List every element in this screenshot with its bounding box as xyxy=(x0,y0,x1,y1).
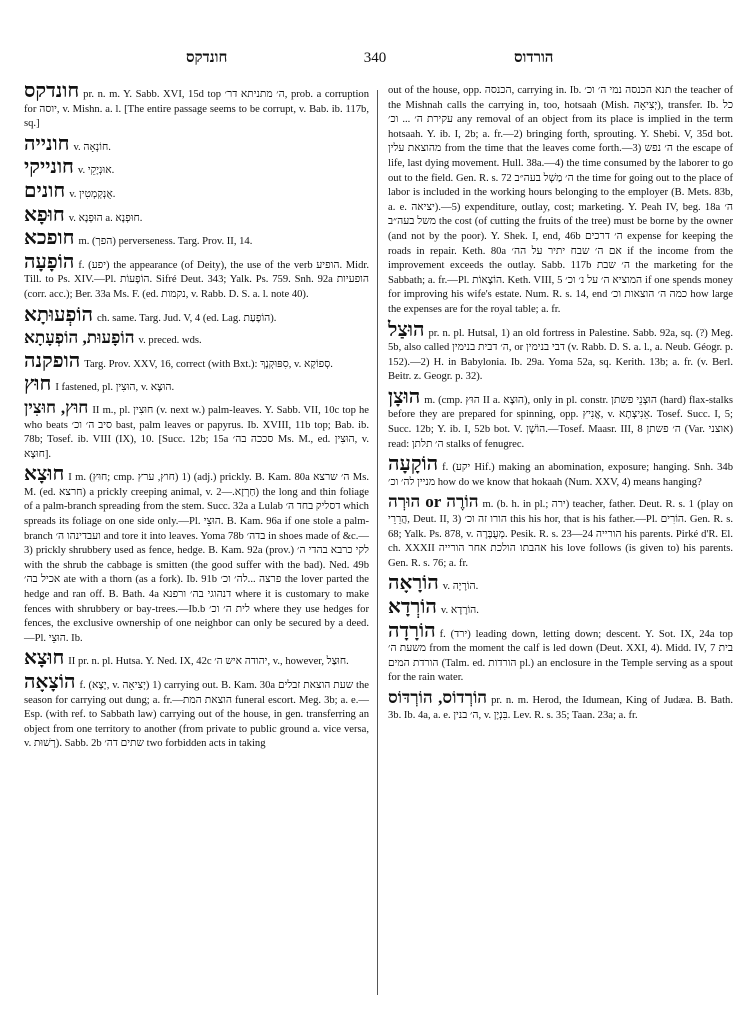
entry-definition: ch. same. Targ. Jud. V, 4 (ed. Lag. הוֹפָעַת). xyxy=(96,312,277,324)
entry-definition: pr. n. m. Herod, the Idumean, King of Judæa. B. Bath. 3b. Ib. 4a, a. e. ה׳ בנין, v. בִּנְיָן. Lev. R. s. 35; Taan. 23a; a. fr. xyxy=(388,694,733,721)
entry-definition: I m. (חוּץ; cmp. חוץ, ערץ) 1) (adj.) prickly. B. Kam. 80a ה׳ שרצא Ms. M. (ed. חרצא) a prickly creeping animal, v. חַרְזָא.—2) the long and thin foliage of a palm-branch spreading from the stem. Succ. 32a a Lulab דסליק בחד ה׳ which spreads its foliage on one side only.—Pl. הוּצֵי. B. Kam. 96a if one stole a palm-branch ועבדינהו ה׳ and tore it into leaves. Yoma 78b בדה׳ in shoes made of &c.—3) prickly shrubbery used as fence, hedge. B. Kam. 92a (prov.) לקי כרבא בהדי ה׳ with the shrub the cabbage is smitten (the good suffer with the bad). Ned. 49b אכיל בה׳ ate with a thorn (as a fork). Ib. 91b פרצה ...לה׳ וכ׳ the lover parted the hedge and ran off. B. Bath. 4a דנהוגי בה׳ ורפנא where it is customary to make fences with shrubbery or bay-trees.—Ib.b לית ה׳ וכ׳ where they use hedges for fences, the exclusive ownership of one neighbor can only be secured by a deed.—Pl. הוּצֵי. Ib. xyxy=(24,472,369,644)
entry-headword: הוֹפָעוּת, הוֹפְעָתָא xyxy=(24,328,135,348)
header-left-word: חונדקס xyxy=(186,50,228,66)
entry-headword: חונייקי xyxy=(24,156,74,179)
entry-headword: חוּצָא xyxy=(24,647,65,670)
entry-headword: הוֹרָדָה xyxy=(388,619,436,642)
dictionary-entry xyxy=(388,385,734,452)
column-divider xyxy=(377,90,378,995)
entry-headword: חוּץ xyxy=(24,373,52,396)
entry-definition: f. (יפע) the appearance (of Deity), the use of the verb הופיע. Midr. Till. to Ps. XIV.—Pl. הוֹפָעוֹת. Sifré Deut. 343; Yalk. Ps. 759. Snh. 92a הופעיות (corr. acc.); Ber. 33a Ms. F. (ed. נקמות, v. Rabb. D. S. a. l. note 40). xyxy=(24,259,369,300)
dictionary-entry xyxy=(388,572,733,595)
entry-definition: v. אוּנְיָקֵי. xyxy=(77,165,115,177)
left-column xyxy=(24,80,370,757)
entry-definition: v. preced. wds. xyxy=(138,335,202,347)
entry-headword: הוֹקָעָה xyxy=(388,453,439,476)
dictionary-entry xyxy=(388,596,733,619)
right-column xyxy=(388,84,733,728)
entry-headword: הוּצַל xyxy=(388,318,425,341)
entry-headword: הופקנה xyxy=(24,349,81,372)
dictionary-entry xyxy=(24,647,369,670)
entry-definition: f. (יָצָא, v. יְצִיאָה) 1) carrying out. B. Kam. 30a שעת הוצאת זבלים the season for carrying out dung; a. fr.—הוצאת המת funeral escort. Meg. 3b; a. e.—Esp. (with ref. to Sabbath law) carrying out of the house, in gen. transferring an object from one territory to another (from private to public ground a. vice versa, v. רְשׁוּת). Sabb. 2b שתים דה׳ two forbidden acts in taking xyxy=(24,680,370,750)
entry-definition: pr. n. pl. Hutsal, 1) an old fortress in Palestine. Sabb. 92a, sq. (?) Meg. 5b, also called ה׳ דבית בנימין, or דבי בנימין (v. Rabb. D. S. a. l., a. Neub. Géogr. p. 152).—2) H. in Babylonia. Ib. 29a. Yoma 52a, sq. Kerith. 13b; a. fr. (v. Berl. Beitr. z. Geogr. p. 32). xyxy=(388,327,733,383)
dictionary-entry xyxy=(24,156,369,179)
entry-headword: חופכא xyxy=(24,227,75,250)
dictionary-entry xyxy=(24,179,369,203)
entry-headword: הוֹפְעוּתָא xyxy=(24,303,93,326)
entry-definition: m. (b. h. in pl.; ירה) teacher, father. Deut. R. s. 1 (play on הֲרֵרֵי, Deut. II, 3) הורו זה וכ׳ this his hor, that is his father.—Pl. הוֹרִים. Gen. R. s. 68; Yalk. Ps. 878, v. מְעֻבָּרָה. Pesik. R. s. 23—24 הורייה his parents. Pirké d'R. El. ch. XXXII אהבתו הולכת אחר הורייה his love follows (is given to) his parents. Gen. R. s. 76; a. fr. xyxy=(388,499,734,569)
dictionary-entry xyxy=(24,227,369,250)
entry-headword: הוֹרָאָה xyxy=(388,572,439,595)
dictionary-entry xyxy=(388,84,733,318)
entry-headword: חוּצָא xyxy=(24,463,65,486)
entry-headword: חונים xyxy=(24,179,66,202)
entry-definition: v. הוֹרָדָא. xyxy=(440,605,479,616)
dictionary-entry xyxy=(24,463,369,646)
entry-definition: f. (יקע Hif.) making an abomination, exposure; hanging. Snh. 34b מניין לה׳ וכ׳ how do we know that hokaah (Num. XXV, 4) means hanging? xyxy=(388,462,734,488)
entry-definition: II pr. n. pl. Hutsa. Y. Ned. IX, 42c יהודה איש ה׳, v., however, חוּצַל. xyxy=(68,656,349,668)
entry-definition: f. (ירד) leading down, letting down; descent. Y. Sot. IX, 24a top משעת ה׳ from the moment the calf is led down (Deut. XXI, 4). Midd. IV, 7 בית הורדת המים (Talm. ed. הורדות pl.) an enclosure in the Temple serving as a spout for the rain water. xyxy=(388,628,733,684)
entry-headword: הוֹפָעָה xyxy=(24,250,75,273)
entry-definition: m. (הפך) perverseness. Targ. Prov. II, 14. xyxy=(78,236,253,248)
entry-definition: v. הוֹרָיָה. xyxy=(442,581,479,593)
entry-headword: הוֹרֶה or הוּרְה xyxy=(388,492,479,512)
dictionary-entry xyxy=(388,492,734,571)
page-number: 340 xyxy=(363,50,387,66)
dictionary-entry xyxy=(24,303,369,327)
entry-headword: הוֹצָאָה xyxy=(24,671,76,693)
entry-definition: Targ. Prov. XXV, 16, correct (with Bxt.): סִפּוּקְנָךְ, v. סְפוֹקָא. xyxy=(84,358,333,370)
dictionary-entry xyxy=(24,328,369,349)
dictionary-entry xyxy=(388,318,733,385)
entry-headword: חוּפָא xyxy=(24,203,65,226)
entry-definition: out of the house, opp. הכנסה, carrying in. Ib. תנא הכנסה נמי ה׳ וכ׳ the teacher of the Mishnah calls the carrying in, too, hotsaah (Mish. יְצִיאָה), transfer. Ib. כל עקירת ה׳ ... וכ׳ any removal of an object from its place is implied in the term hotsaah. Y. ib. I, 2b; a. fr.—2) bringing forth, sprouting. Y. Shebi. V, 35d bot. מהוצאת עלין from the time that the leaves come forth.—3) ה׳ נפש the escape of life, last dying movement. Hull. 38a.—4) the time consumed by the laborer to go out to the field. Gen. R. s. 72 ה׳ מַשְׁל בעה״ב the time for going out to the place of labor is included in the working hours belonging to the employer (B. Mets. 83b, a. e. יציאה).—5) expenditure, outlay, cost; marketing. Y. Peah IV, beg. 18a ה׳ משל בעה״ב the cost (of cutting the fruits of the tree) must be borne by the owner (and not by the poor). Y. Shek. I, end, 46b ה׳ דרכים expense for keeping the roads in repair. Keth. 80a אם ה׳ שבח יתיר על הה׳ if the income from the improvement exceeds the outlay. Sabb. 117b ה׳ שבת the marketing for the Sabbath; a. fr.—Pl. הוֹצָאוֹת. Keth. VIII, 5 המוציא ה׳ על נ׳ וכ׳ if one spends money for improving his wife's estate. Num. R. s. 14, end כמה ה׳ הוצאות וכ׳ how large the expenses are for the royal table; a. fr. xyxy=(388,85,734,315)
entry-definition: v. אֻנְקְמְטִין. xyxy=(69,188,116,200)
dictionary-entry xyxy=(24,250,369,303)
entry-headword: הוֹרְדָא xyxy=(388,596,437,618)
entry-definition: I fastened, pl. הוּצִין, v. הוּצָא. xyxy=(55,382,175,394)
dictionary-entry xyxy=(24,671,370,752)
entry-definition: v. הוּפְנָא a. חוּפְנָא. xyxy=(68,212,143,224)
dictionary-entry xyxy=(388,687,733,723)
dictionary-entry xyxy=(24,349,369,373)
dictionary-entry xyxy=(388,453,734,490)
entry-definition: v. חוֹנְאָה. xyxy=(73,141,111,153)
entry-definition: pr. n. m. Y. Sabb. XVI, 15d top ה׳ מתניתא דר׳, prob. a corruption for יוסה, v. Mishn. a. l. [The entire passage seems to be corrupt, v. Bab. ib. 117b, sq.] xyxy=(24,89,369,130)
entry-headword: חונדקס xyxy=(24,80,80,102)
entry-definition: II m., pl. חוּצִין (v. next w.) palm-leaves. Y. Sabb. VII, 10c top he who beats סיב ה׳ וכ׳ bast, palm leaves or papyrus. Ib. XVIII, 11b top; Bab. ib. 78b; Tosef. ib. VIII (IX), 10. [Succ. 12b; 15a סככה בה׳ Ms. M., ed. הוּצִין, v. חוּצָא]. xyxy=(24,404,370,460)
entry-definition: m. (cmp. הוּץ II a. הוּצָא), only in pl. constr. הוּצְנֵי פשתן (hard) flax-stalks before they are prepared for spinning, opp. אֲנִיץ, v. אֵנִיצְתָא. Tosef. Succ. I, 5; Succ. 12b; Y. ib. I, 52b bot. V. הוֹשָׁן.—Tosef. Maasr. III, 8 ה׳ פשתן (Var. אוצני) read: ה׳ תלתן stalks of fenugrec. xyxy=(388,394,734,450)
entry-headword: חונייה xyxy=(24,132,70,155)
dictionary-entry xyxy=(24,80,369,132)
dictionary-entry xyxy=(24,397,370,462)
entry-headword: הוּצָן xyxy=(388,385,421,408)
dictionary-entry xyxy=(24,203,369,227)
dictionary-entry xyxy=(24,373,369,396)
header-right-word: הורדוס xyxy=(514,50,554,66)
dictionary-entry xyxy=(388,619,733,686)
entry-headword: חוּץ, חוּצִין xyxy=(24,397,89,417)
entry-headword: הוֹרְדוֹס, הוֹרְדּוֹס xyxy=(388,687,488,707)
dictionary-entry xyxy=(24,132,369,156)
